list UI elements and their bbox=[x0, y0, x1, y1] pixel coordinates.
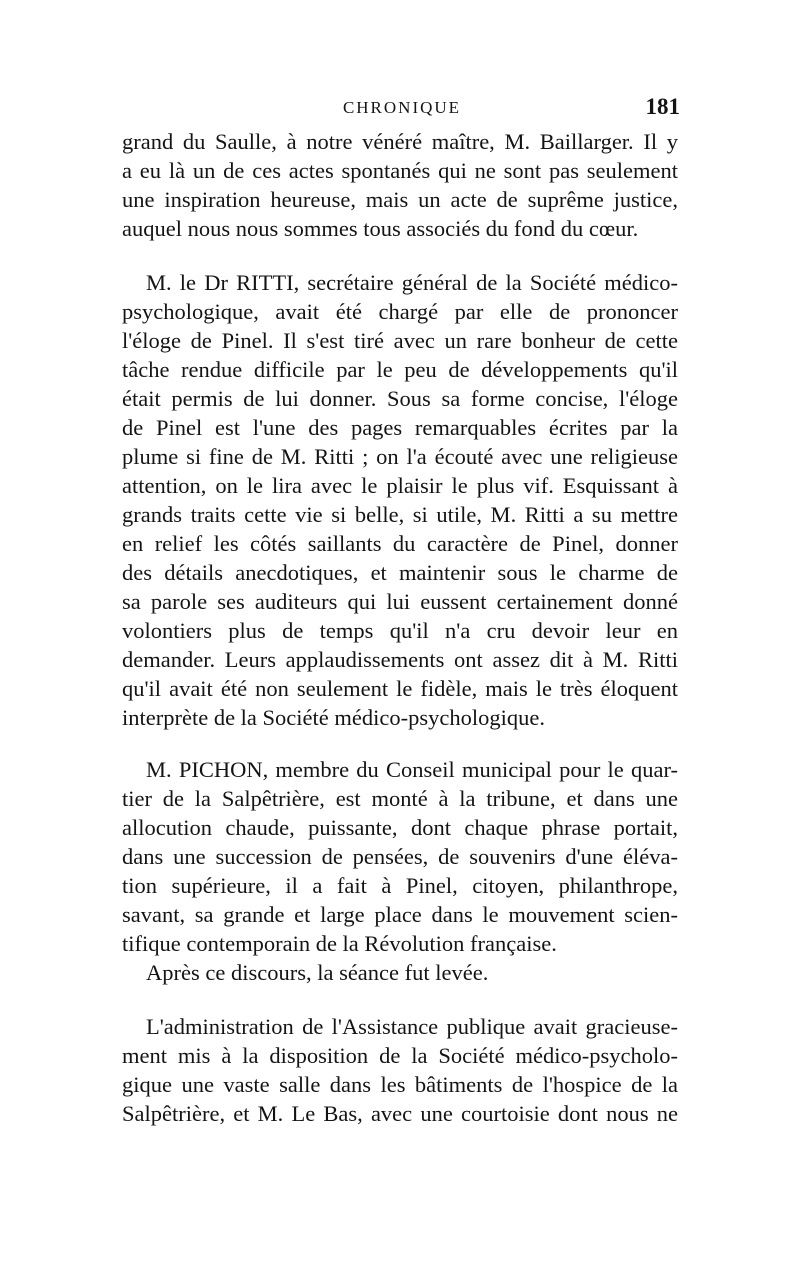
paragraph-pichon bbox=[122, 755, 678, 987]
text-line: M. PICHON, membre du Conseil municipal pour le quar- bbox=[146, 757, 678, 782]
page-header bbox=[122, 94, 682, 124]
text-line: auquel nous nous sommes tous associés du fond du cœur. bbox=[122, 216, 639, 241]
text-line: gique une vaste salle dans les bâtiments de l'hospice de la bbox=[122, 1072, 678, 1097]
text-line: grand du Saulle, à notre vénéré maître, M. Baillarger. Il y bbox=[122, 129, 678, 154]
text-line: plume si fine de M. Ritti ; on l'a écouté avec une religieuse bbox=[122, 444, 678, 469]
text-line: a eu là un de ces actes spontanés qui ne sont pas seulement bbox=[122, 158, 678, 183]
text-line: l'éloge de Pinel. Il s'est tiré avec un rare bonheur de cette bbox=[122, 328, 678, 353]
paragraph-administration bbox=[122, 1012, 678, 1128]
text-line: demander. Leurs applaudissements ont assez dit à M. Ritti bbox=[122, 647, 678, 672]
text-line: interprète de la Société médico-psychologique. bbox=[122, 705, 545, 730]
text-line: était permis de lui donner. Sous sa forme concise, l'éloge bbox=[122, 386, 678, 411]
text-line: tâche rendue difficile par le peu de développements qu'il bbox=[122, 357, 678, 382]
text-line: allocution chaude, puissante, dont chaque phrase portait, bbox=[122, 815, 678, 840]
text-line: psychologique, avait été chargé par elle de prononcer bbox=[122, 299, 678, 324]
text-line: sa parole ses auditeurs qui lui eussent certainement donné bbox=[122, 589, 678, 614]
text-line: savant, sa grande et large place dans le mouvement scien- bbox=[122, 902, 678, 927]
text-line: tion supérieure, il a fait à Pinel, citoyen, philanthrope, bbox=[122, 873, 678, 898]
text-line: Salpêtrière, et M. Le Bas, avec une courtoisie dont nous ne bbox=[122, 1101, 678, 1126]
text-line: attention, on le lira avec le plaisir le plus vif. Esquissant à bbox=[122, 473, 678, 498]
text-line: volontiers plus de temps qu'il n'a cru devoir leur en bbox=[122, 618, 678, 643]
text-line: grands traits cette vie si belle, si utile, M. Ritti a su mettre bbox=[122, 502, 678, 527]
text-line: tifique contemporain de la Révolution française. bbox=[122, 931, 557, 956]
text-line: qu'il avait été non seulement le fidèle, mais le très éloquent bbox=[122, 676, 678, 701]
text-line: tier de la Salpêtrière, est monté à la tribune, et dans une bbox=[122, 786, 678, 811]
text-line: M. le Dr RITTI, secrétaire général de la Société médico- bbox=[146, 270, 678, 295]
paragraph-baillarger bbox=[122, 127, 678, 243]
text-line: ment mis à la disposition de la Société médico-psycholo- bbox=[122, 1043, 678, 1068]
text-line: de Pinel est l'une des pages remarquables écrites par la bbox=[122, 415, 678, 440]
page-number: 181 bbox=[645, 94, 680, 119]
paragraph-ritti bbox=[122, 268, 678, 732]
text-line: une inspiration heureuse, mais un acte de suprême justice, bbox=[122, 187, 678, 212]
text-line: en relief les côtés saillants du caractère de Pinel, donner bbox=[122, 531, 678, 556]
text-line: des détails anecdotiques, et maintenir sous le charme de bbox=[122, 560, 678, 585]
text-line: Après ce discours, la séance fut levée. bbox=[146, 960, 489, 985]
text-line: L'administration de l'Assistance publique avait gracieuse- bbox=[146, 1014, 678, 1039]
running-head: CHRONIQUE bbox=[342, 98, 462, 117]
text-line: dans une succession de pensées, de souvenirs d'une éléva- bbox=[122, 844, 678, 869]
